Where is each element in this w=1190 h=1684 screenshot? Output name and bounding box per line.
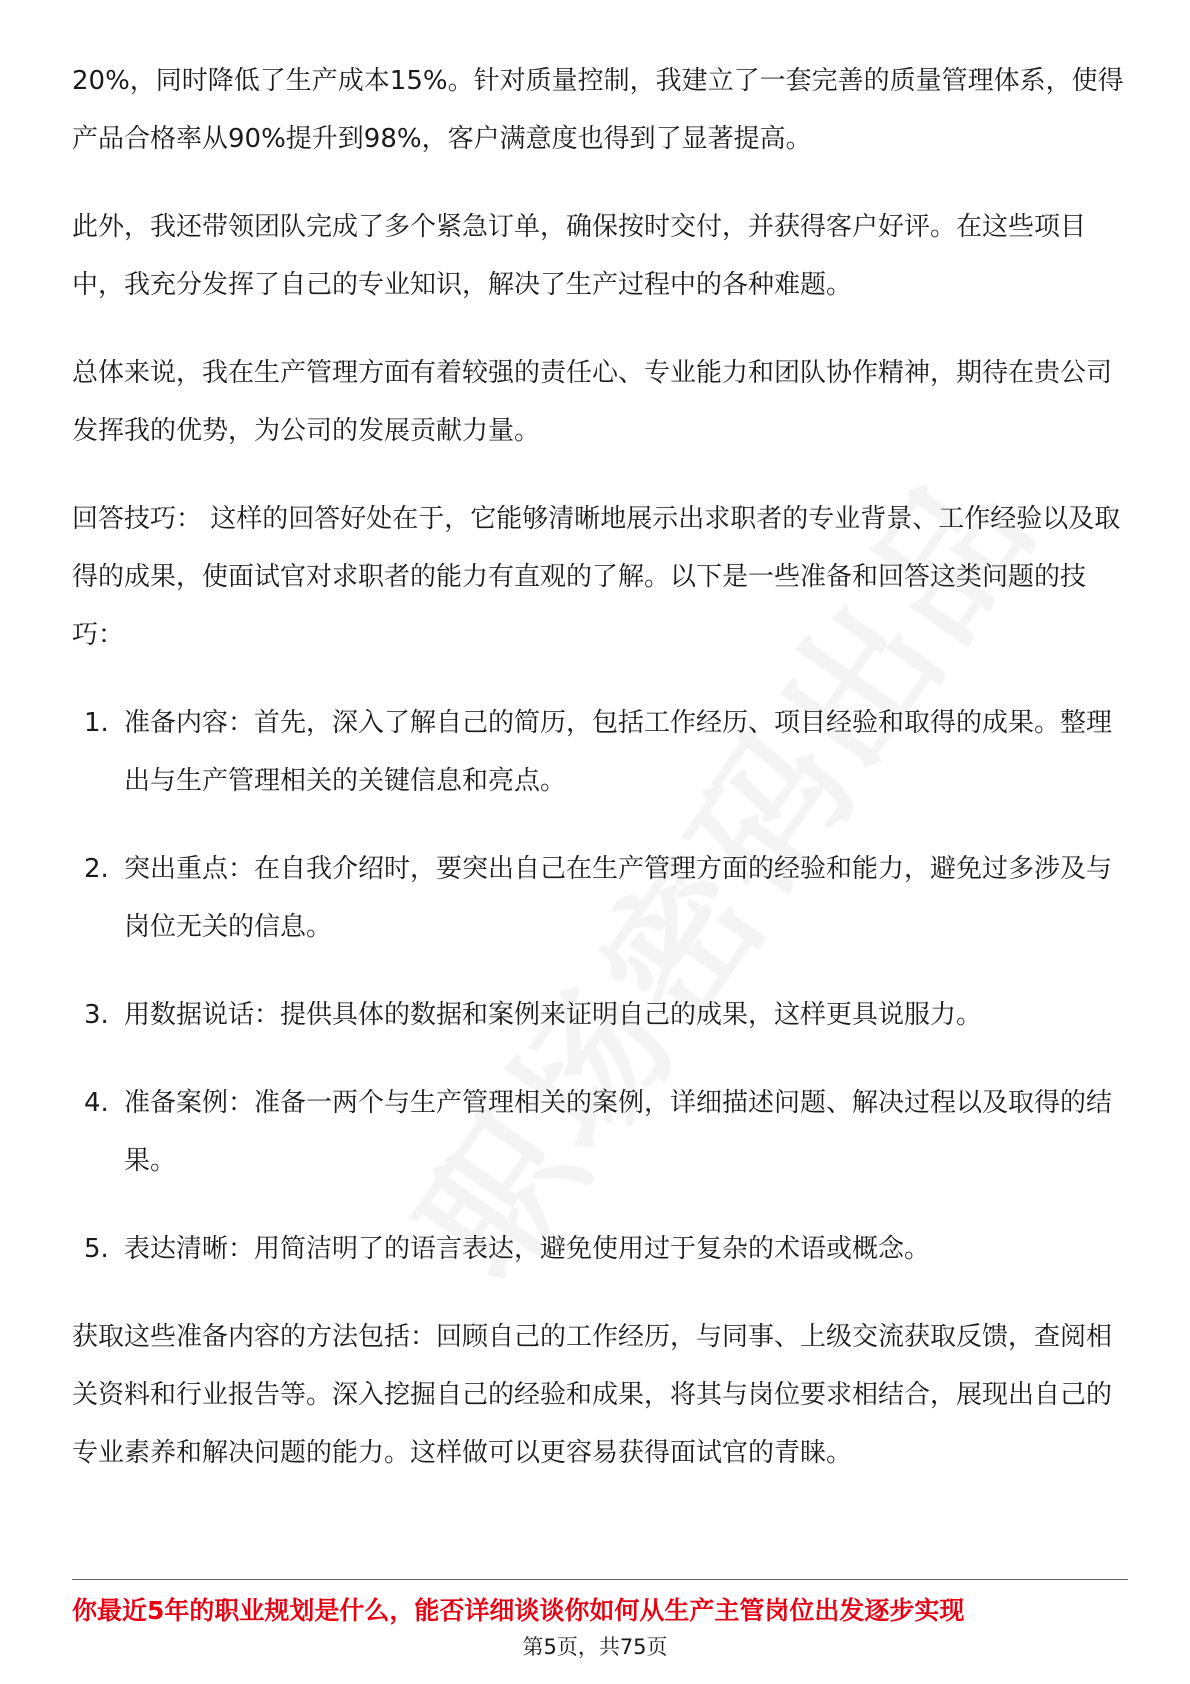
list-item-number: 3. bbox=[84, 1000, 109, 1030]
paragraph-summary: 总体来说，我在生产管理方面有着较强的责任心、专业能力和团队协作精神，期待在贵公司发挥我的优势，为公司的发展贡献力量。 bbox=[72, 358, 1113, 446]
tips-list bbox=[72, 694, 1128, 1278]
list-item-text: 表达清晰：用简洁明了的语言表达，避免使用过于复杂的术语或概念。 bbox=[124, 1234, 931, 1264]
list-item bbox=[72, 840, 1128, 956]
paragraph-answer-tips: 回答技巧： 这样的回答好处在于，它能够清晰地展示出求职者的专业背景、工作经验以及取得的成果，使面试官对求职者的能力有直观的了解。以下是一些准备和回答这类问题的技巧： bbox=[72, 504, 1121, 650]
next-question-heading: 你最近5年的职业规划是什么，能否详细谈谈你如何从生产主管岗位出发逐步实现 bbox=[72, 1596, 965, 1625]
paragraph-urgent-orders: 此外，我还带领团队完成了多个紧急订单，确保按时交付，并获得客户好评。在这些项目中，我充分发挥了自己的专业知识，解决了生产过程中的各种难题。 bbox=[72, 212, 1087, 300]
list-item bbox=[72, 1074, 1128, 1190]
list-item-text: 突出重点：在自我介绍时，要突出自己在生产管理方面的经验和能力，避免过多涉及与岗位无关的信息。 bbox=[124, 854, 1113, 942]
list-item-number: 4. bbox=[84, 1088, 109, 1118]
paragraph-methods: 获取这些准备内容的方法包括：回顾自己的工作经历，与同事、上级交流获取反馈，查阅相关资料和行业报告等。深入挖掘自己的经验和成果，将其与岗位要求相结合，展现出自己的专业素养和解决问题的能力。这样做可以更容易获得面试官的青睐。 bbox=[72, 1322, 1113, 1468]
list-item-number: 2. bbox=[84, 854, 109, 884]
list-item-text: 用数据说话：提供具体的数据和案例来证明自己的成果，这样更具说服力。 bbox=[124, 1000, 983, 1030]
list-item-number: 1. bbox=[84, 708, 109, 738]
list-item-number: 5. bbox=[84, 1234, 109, 1264]
list-item-text: 准备内容：首先，深入了解自己的简历，包括工作经历、项目经验和取得的成果。整理出与生产管理相关的关键信息和亮点。 bbox=[124, 708, 1113, 796]
list-item bbox=[72, 694, 1128, 810]
list-item bbox=[72, 986, 1128, 1044]
paragraph-results: 20%，同时降低了生产成本15%。针对质量控制，我建立了一套完善的质量管理体系，使得产品合格率从90%提升到98%，客户满意度也得到了显著提高。 bbox=[72, 66, 1124, 154]
page-number: 第5页，共75页 bbox=[522, 1635, 668, 1659]
list-item bbox=[72, 1220, 1128, 1278]
page-content bbox=[72, 52, 1128, 1512]
list-item-text: 准备案例：准备一两个与生产管理相关的案例，详细描述问题、解决过程以及取得的结果。 bbox=[124, 1088, 1113, 1176]
footer-divider bbox=[72, 1579, 1128, 1580]
